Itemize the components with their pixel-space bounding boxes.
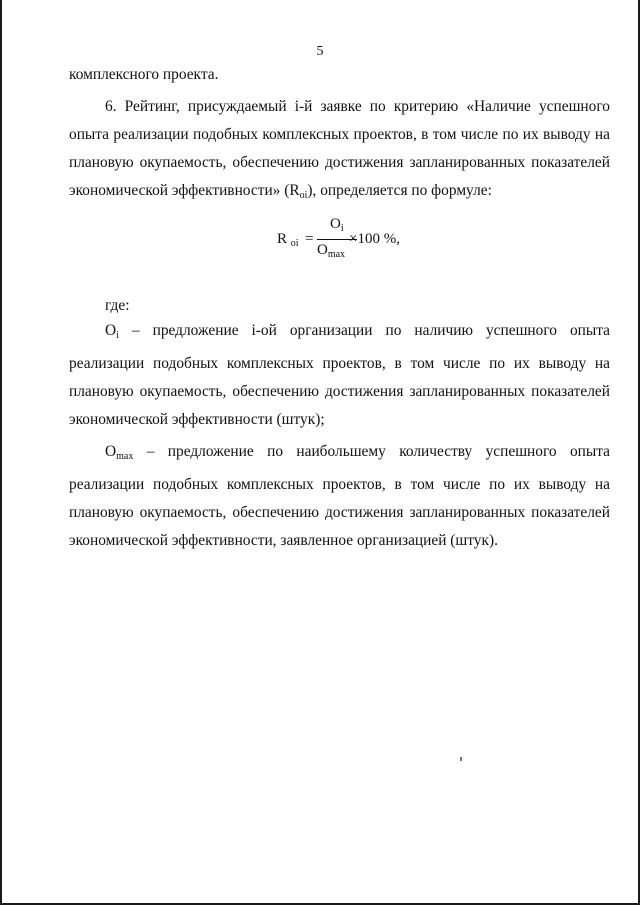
- page-number: 5: [316, 44, 324, 59]
- paragraph-6-text-end: ), определяется по формуле:: [307, 182, 492, 199]
- formula-rhs: ×100 %,: [349, 231, 400, 247]
- formula-numerator: $O_i$: [330, 216, 344, 234]
- where-label: где:: [105, 297, 130, 314]
- paragraph-6-subscript: oi: [299, 190, 308, 201]
- continuation-line: комплексного проекта.: [69, 66, 219, 83]
- definitions-block: [69, 317, 610, 555]
- formula-lhs: R $_{oi}$: [277, 231, 299, 249]
- definition-omax: $O_{max}$ – предложение по наибольшему количеству успешного опыта реализации подобных комплексных проектов, в том числе по их выводу на плановую окупаемость, обеспечению достижения запланированных показателей экономической эффективности, заявленное организацией (штук).: [69, 443, 610, 549]
- text-block-top: [69, 61, 610, 210]
- formula-denominator: $O_{max}$: [317, 242, 346, 260]
- paragraph-6-text: 6. Рейтинг, присуждаемый i-й заявке по критерию «Наличие успешного опыта реализации подобных комплексных проектов, в том числе по их выводу на плановую окупаемость, обеспечению достижения запланированных показателей экономической эффективности» (R: [69, 98, 610, 199]
- paragraph-6: [69, 93, 610, 210]
- scan-speck: [460, 757, 462, 761]
- definition-oi: $O_i$ – предложение i-ой организации по наличию успешного опыта реализации подобных комплексных проектов, в том числе по их выводу на плановую окупаемость, обеспечению достижения запланированных показателей экономической эффективности (штук);: [69, 322, 610, 428]
- formula-equals: =: [305, 231, 314, 247]
